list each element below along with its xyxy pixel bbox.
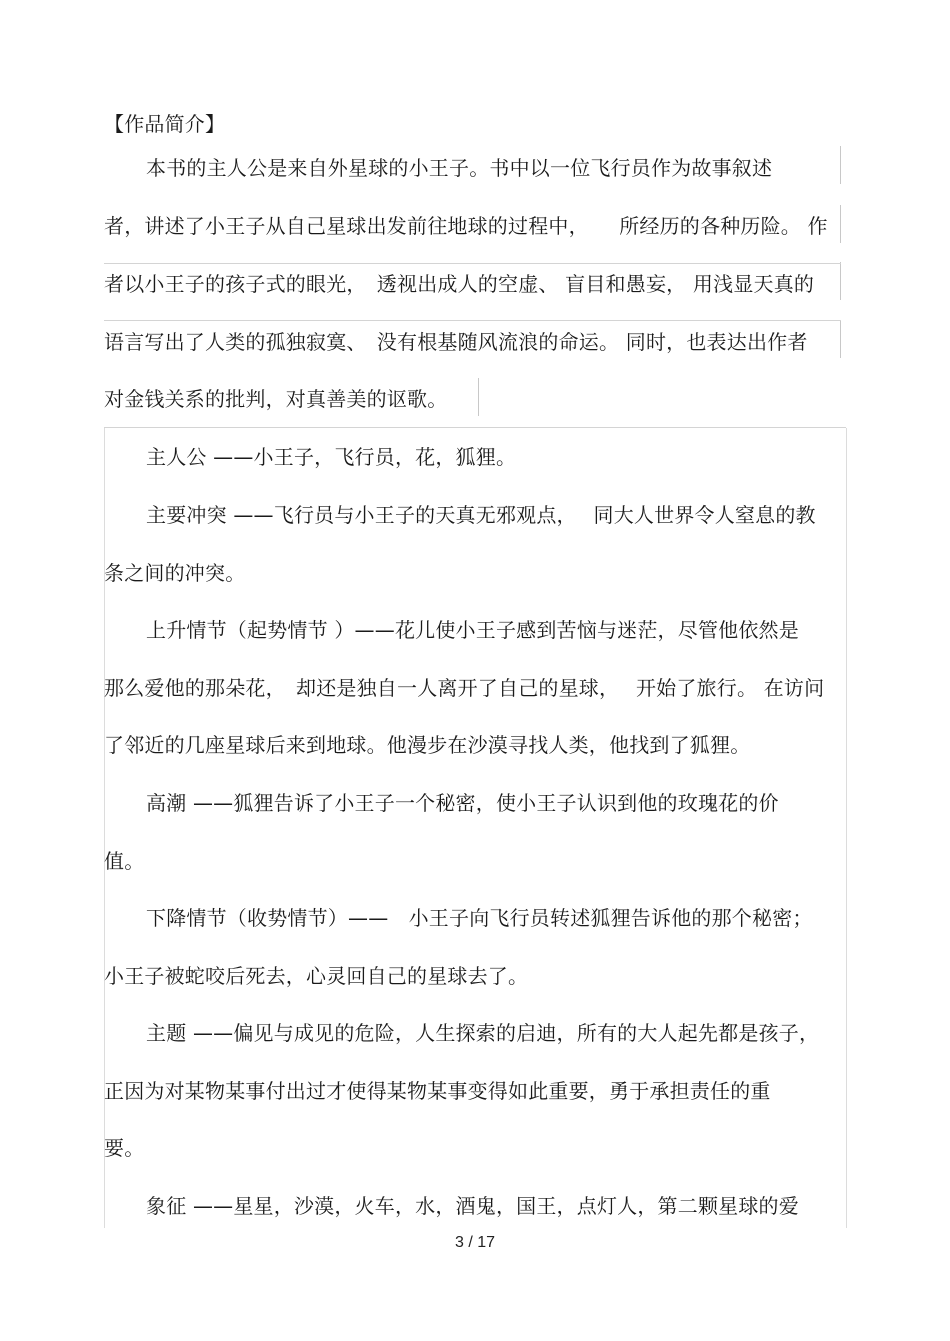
conflict-line: 主要冲突 ——飞行员与小王子的天真无邪观点， 同大人世界令人窒息的教	[146, 503, 816, 527]
symbols-line: 象征 ——星星，沙漠，火车，水，酒鬼，国王，点灯人，第二颗星球的爱	[146, 1194, 799, 1218]
border-rule	[846, 428, 847, 1228]
border-rule	[840, 146, 841, 184]
intro-line: 对金钱关系的批判，对真善美的讴歌。	[104, 387, 448, 411]
theme-line: 正因为对某物某事付出过才使得某物某事变得如此重要，勇于承担责任的重	[104, 1079, 771, 1103]
rising-action-line: 了邻近的几座星球后来到地球。他漫步在沙漠寻找人类，他找到了狐狸。	[104, 733, 751, 757]
falling-action-line: 下降情节（收势情节）—— 小王子向飞行员转述狐狸告诉他的那个秘密；	[146, 906, 813, 930]
section-heading: 【作品简介】	[104, 112, 226, 136]
border-rule	[840, 320, 841, 358]
border-rule	[104, 427, 846, 428]
climax-line: 高潮 ——狐狸告诉了小王子一个秘密，使小王子认识到他的玫瑰花的价	[146, 791, 779, 815]
conflict-line: 条之间的冲突。	[104, 561, 246, 585]
intro-line: 者，讲述了小王子从自己星球出发前往地球的过程中， 所经历的各种历险。 作	[104, 214, 828, 238]
border-rule	[104, 263, 841, 264]
page-number: 3 / 17	[454, 1234, 496, 1251]
border-rule	[104, 428, 105, 1228]
theme-line: 主题 ——偏见与成见的危险，人生探索的启迪，所有的大人起先都是孩子，	[146, 1021, 820, 1045]
theme-line: 要。	[104, 1136, 145, 1160]
intro-line: 者以小王子的孩子式的眼光， 透视出成人的空虚、 盲目和愚妄， 用浅显天真的	[104, 272, 815, 296]
protagonists-line: 主人公 ——小王子，飞行员，花，狐狸。	[146, 445, 517, 469]
border-rule	[104, 320, 841, 321]
intro-line: 语言写出了人类的孤独寂寞、 没有根基随风流浪的命运。 同时，也表达出作者	[104, 330, 808, 354]
border-rule	[840, 205, 841, 243]
rising-action-line: 上升情节（起势情节 ）——花儿使小王子感到苦恼与迷茫，尽管他依然是	[146, 618, 799, 642]
intro-line: 本书的主人公是来自外星球的小王子。书中以一位飞行员作为故事叙述	[146, 156, 773, 180]
rising-action-line: 那么爱他的那朵花， 却还是独自一人离开了自己的星球， 开始了旅行。 在访问	[104, 676, 825, 700]
border-rule	[478, 378, 479, 416]
climax-line: 值。	[104, 849, 145, 873]
falling-action-line: 小王子被蛇咬后死去，心灵回自己的星球去了。	[104, 964, 529, 988]
border-rule	[840, 262, 841, 300]
